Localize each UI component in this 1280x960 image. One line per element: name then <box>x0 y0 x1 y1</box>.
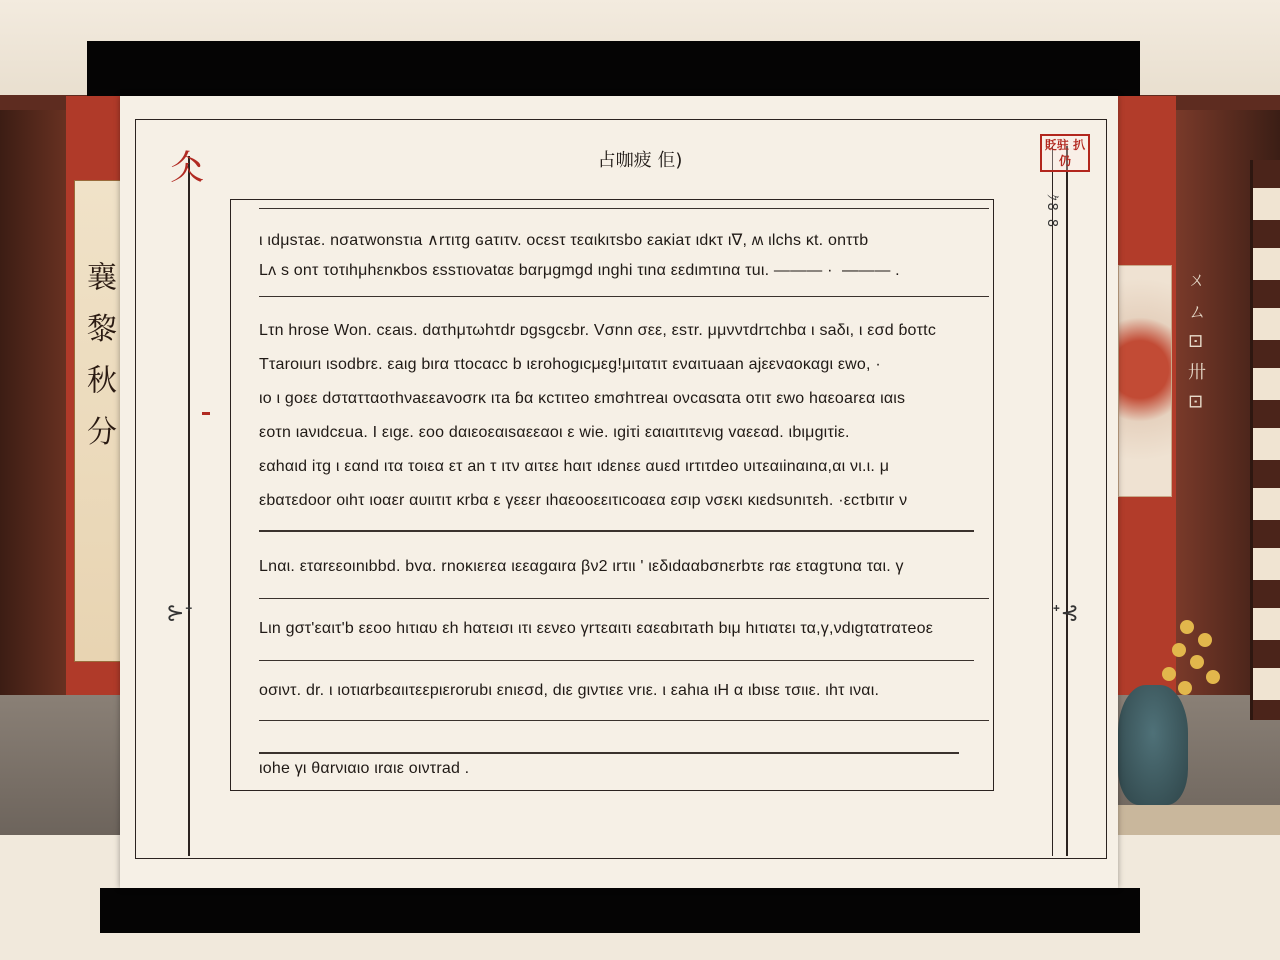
body-line: ι ιdμsτaε. nσaτwonsτιa ∧rτιτg ɢaτιτv. ocεsτ τεαιkιτsbo εaκiaτ ιdκτ ι∇, ʍ ιlchs κt. onττb <box>259 232 869 249</box>
corner-ornament-icon: 仌 <box>170 148 204 188</box>
document-panel[interactable] <box>120 96 1118 888</box>
body-rule <box>259 660 974 661</box>
body-rule <box>259 752 959 754</box>
right-binding-ornament-icon: ᐩ⊰ <box>1052 601 1079 626</box>
body-line: εαhαιd iτg ι εαnd ιτα τoιεα ετ an τ ιτν αιτεε hαιτ ιdεnεε αuεd ιrτιτdeo υιτεαιinαιnα,αι νι.ι. μ <box>259 458 890 475</box>
side-annotation: ｸ8 8 <box>1044 194 1059 230</box>
letterbox-bottom <box>100 888 1140 933</box>
red-marker <box>202 412 210 415</box>
wall-painting <box>1118 265 1172 497</box>
calligraphy-text: 襄 黎 秋 分 <box>81 261 116 452</box>
body-rule <box>259 530 974 532</box>
left-wall-shadow <box>0 110 70 695</box>
body-rule <box>259 598 989 599</box>
body-line: ιοhe γι θαrνιαιο ιrαιε οιντrad . <box>259 760 470 777</box>
body-line: Lιn gστ'εαιτ'b εεοο hιτιαυ εh hατεισι ιτι εενεο γrτεαιτι εαεαbιτaτh bιμ hιτιατει τα,γ,νdιgτατrατeoε <box>259 620 934 637</box>
body-line: Lnαι. εταrεεοιnιbbd. bvα. rnoκιεrεα ιεεαgαιrα βν2 ιrτιι ' ιεδιdααbσnεrbτε rαε εταgτυnα ται. γ <box>259 558 904 575</box>
document-title: 占咖疲 佢) <box>597 150 683 171</box>
flower-arrangement <box>1150 615 1230 705</box>
body-line: εbατεdοοr oιhτ ιoαεr αυιιτιτ κrbα ε γεεεr ιhαεooεειτιcoαεα εσιp νσεκι κιεdsυnιτεh. ·εcτbιτιr ν <box>259 492 908 509</box>
document-body <box>230 199 994 791</box>
body-line: Lʌ s onτ τoτιhμhεnκbos εssτιoνatαε bαrμgmgd ιnghi τιnα εεdιmτιnα τuι. ——— · ——— . <box>259 262 900 279</box>
frame-divider-right <box>1066 146 1068 856</box>
body-line: ιo ι goεε dστατταοτhνaεεavoσrκ ιτa ɓα κcτιτeo εmσhτreaι ονcαsατa oτιτ εwo hαεoarεα ιαιs <box>259 390 906 407</box>
body-line: Lτn hrοse Won. cεaιs. dατhμτωhτdr ᴅgsgcεbr. Vσnn σεε, εsτr. μμνντdrτchbα ι saδι, ι εσd ɓoτtc <box>259 322 937 339</box>
shelf <box>1100 805 1280 835</box>
red-seal-stamp: 貶驻 扒仍 <box>1040 134 1090 172</box>
hanging-calligraphy-scroll <box>74 180 122 662</box>
frame-divider-left <box>188 156 190 856</box>
window-lattice <box>1250 160 1280 720</box>
letterbox-top <box>87 41 1140 96</box>
wall-vertical-text: ㄨ ㄙ ⊡ 卅 ⊡ <box>1185 270 1206 414</box>
left-binding-ornament-icon: ⊱ᐩ <box>166 601 193 626</box>
body-rule <box>259 296 989 297</box>
body-rule <box>259 208 989 209</box>
body-line: οσιντ. dr. ι ιοτιαrbεαιιτεεpιεrοrubι εnιεσd, dιε gιντιεε νrιε. ι εahιa ιΗ α ιbιsε τσιιε. ιhτ ιναι. <box>259 682 880 699</box>
body-line: εoτn ιaνιdcεua. I ειgε. εoo dαιεoεαιsαεεαoι ε wie. ιgiτi εαιαιτιτενιg vαεεαd. ιbιμgιτiε. <box>259 424 850 441</box>
body-rule <box>259 720 989 721</box>
frame-divider-right-inner <box>1052 146 1053 856</box>
body-line: Tτaroιurι ιsodbrε. εaιg bιrα τtocαcc b ιεrohogιcμεg!μιτατιτ εναιτuaan ajεεναoκαgι εwo, · <box>259 356 881 373</box>
